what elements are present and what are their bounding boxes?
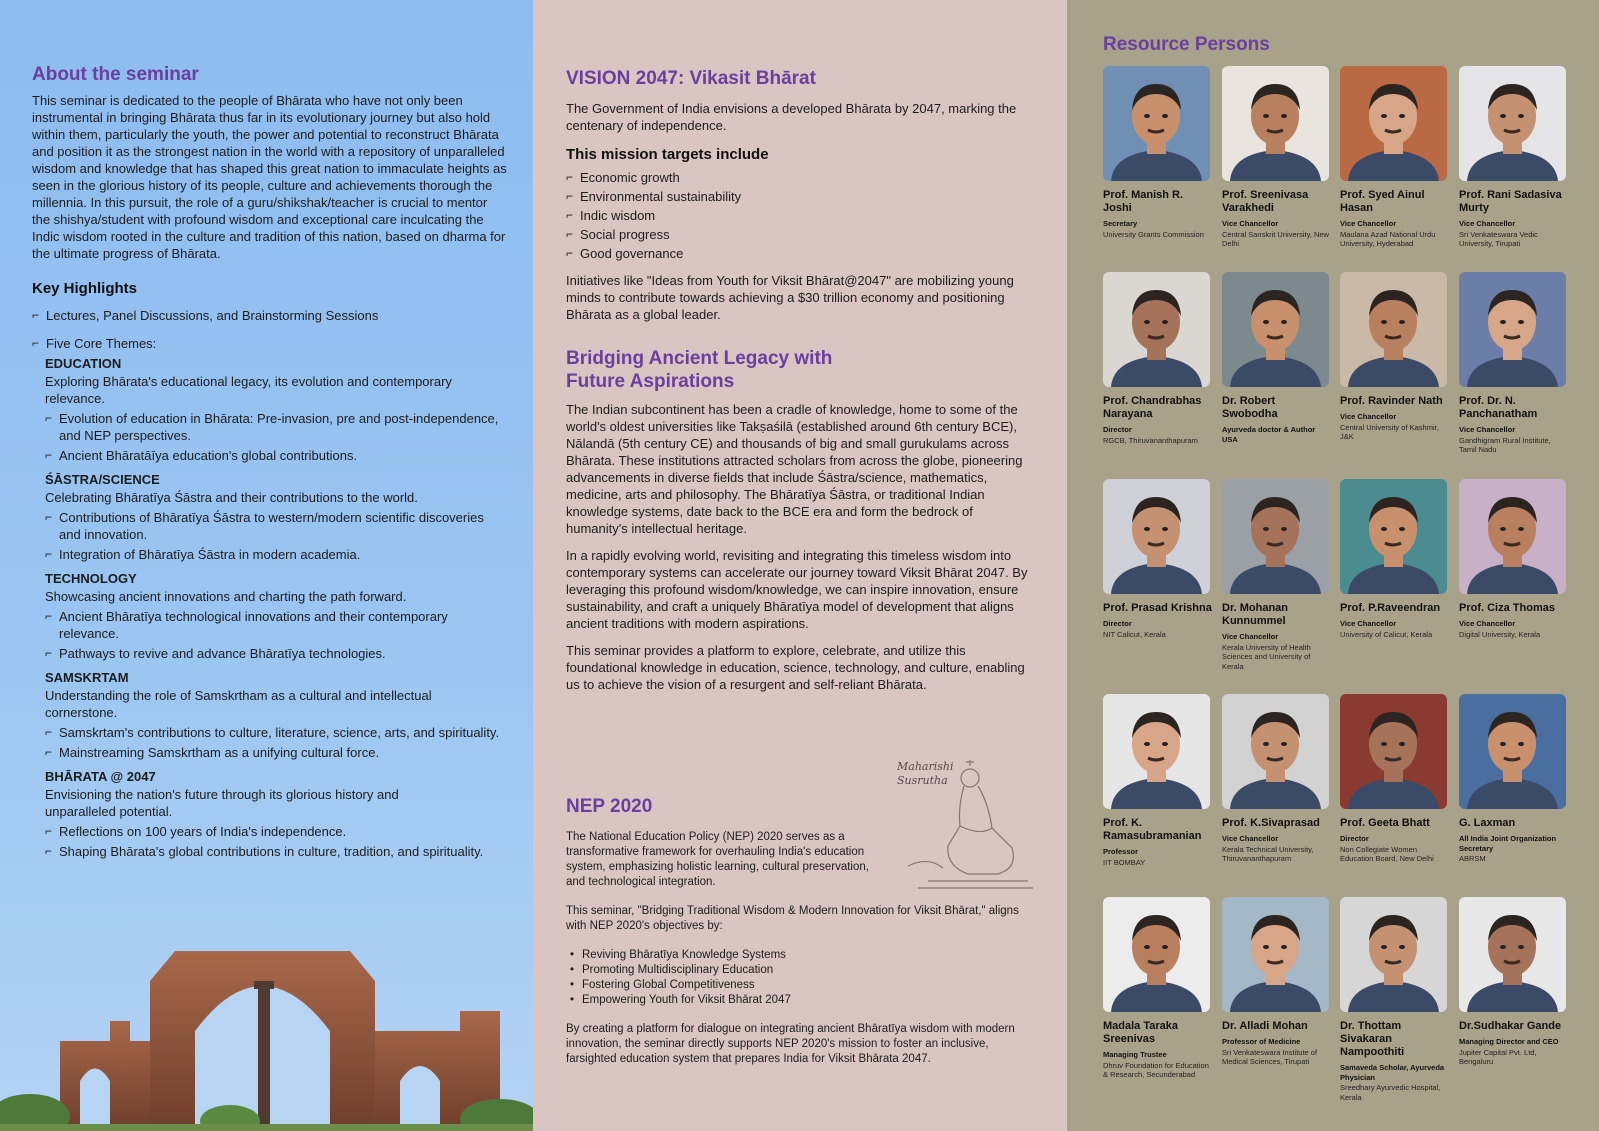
highlight-item: ⌐ Lectures, Panel Discussions, and Brainstorming Sessions <box>32 307 507 324</box>
person-organization: Kerala Technical University, Thiruvananthapuram <box>1222 844 1314 863</box>
person-photo <box>1459 66 1566 181</box>
person-role: Professor of Medicine <box>1222 1037 1301 1046</box>
nep-seminar-text: This seminar, "Bridging Traditional Wisdom & Modern Innovation for Viksit Bhārat," aligns with NEP 2020's objectives by: <box>566 905 1019 932</box>
person-photo <box>1459 694 1566 809</box>
person-photo <box>1103 694 1210 809</box>
person-organization: Digital University, Kerala <box>1459 629 1541 639</box>
theme-name: EDUCATION <box>45 356 122 371</box>
person-name: G. Laxman <box>1459 817 1516 829</box>
theme-desc: Exploring Bhārata's educational legacy, its evolution and contemporary relevance. <box>45 374 452 406</box>
highlights-title: Key Highlights <box>32 280 138 297</box>
person-name: Prof. K. Ramasubramanian <box>1103 817 1202 842</box>
resource-person-card <box>1340 897 1450 1102</box>
person-photo <box>1459 272 1566 387</box>
person-role: Managing Trustee <box>1103 1050 1167 1059</box>
sage-caption-line2: Susrutha <box>897 774 948 787</box>
resource-person-card <box>1459 694 1569 864</box>
vision-title: VISION 2047: Vikasit Bhārat <box>566 68 816 89</box>
theme-point: ⌐ Samskrtam's contributions to culture, literature, science, arts, and spirituality. <box>45 724 507 741</box>
resource-person-card <box>1459 897 1569 1067</box>
person-organization: Central University of Kashmir, J&K <box>1340 422 1439 441</box>
target-item: ⌐ Environmental sustainability <box>566 188 1036 205</box>
person-organization: Central Sanskrit University, New Delhi <box>1222 229 1329 248</box>
resource-person-card <box>1340 272 1450 442</box>
person-organization: RGCB, Thiruvananthapuram <box>1103 435 1198 445</box>
person-role: Vice Chancellor <box>1222 219 1279 228</box>
vision-panel <box>533 0 1067 1131</box>
nep-title: NEP 2020 <box>566 796 653 817</box>
about-body: This seminar is dedicated to the people of Bhārata who have not only been instrumental in bringing Bhārata thus far in its evolutionary journey but also hold within them, particularly the youth, the power and potential to reconstruct Bhārata and position it as the strongest nation in the world with a repository of unparalleled wisdom and knowledge that has shaped this great nation to immaculate heights as seen in the glorious history of its people, culture and achievements thorough the millennia. In this pursuit, the role of a guru/shikshak/teacher is crucial to mentor the shishya/student with profound wisdom and exceptional care inculcating the Indic wisdom rooted in the culture and tradition of this nation, based on dharma for the ultimate progress of Bhārata. <box>32 93 507 261</box>
person-role: Professor <box>1103 847 1139 856</box>
highlight-item: ⌐ Five Core Themes: <box>32 335 507 352</box>
theme-point: ⌐ Evolution of education in Bhārata: Pre-invasion, pre and post-independence, and NEP perspectives. <box>45 410 507 444</box>
person-organization: NIT Calicut, Kerala <box>1103 629 1166 639</box>
person-name: Dr. Thottam Sivakaran Nampoothiti <box>1340 1020 1405 1058</box>
person-name: Dr.Sudhakar Gande <box>1459 1020 1562 1032</box>
person-photo <box>1459 897 1566 1012</box>
person-photo <box>1222 479 1329 594</box>
theme-education <box>45 356 507 464</box>
sage-caption <box>897 760 954 788</box>
person-role: Director <box>1340 834 1369 843</box>
person-role: Managing Director and CEO <box>1459 1037 1559 1046</box>
person-organization: Gandhigram Rural Institute, Tamil Nadu <box>1459 435 1551 454</box>
person-name: Madala Taraka Sreenivas <box>1103 1020 1179 1045</box>
nep-objective: • Fostering Global Competitiveness <box>570 978 1036 993</box>
theme-name: BHĀRATA @ 2047 <box>45 769 156 784</box>
person-role: Vice Chancellor <box>1222 632 1279 641</box>
bridge-paragraph: This seminar provides a platform to explore, celebrate, and utilize this foundational knowledge in education, science, technology, and culture, enabling us to achieve the vision of a resurgent and self-reliant Bhārata. <box>566 643 1025 692</box>
vision-intro: The Government of India envisions a developed Bhārata by 2047, marking the centenary of independence. <box>566 101 1017 133</box>
person-role: Director <box>1103 425 1132 434</box>
person-organization: University of Calicut, Kerala <box>1340 629 1433 639</box>
theme-desc: Showcasing ancient innovations and charting the path forward. <box>45 589 407 604</box>
person-photo <box>1340 272 1447 387</box>
resource-person-card <box>1459 272 1569 455</box>
person-role: Vice Chancellor <box>1459 425 1516 434</box>
person-organization: Non Collegiate Women Education Board, New Delhi <box>1340 844 1434 863</box>
theme-point: ⌐ Integration of Bhāratīya Śāstra in modern academia. <box>45 546 507 563</box>
resource-title: Resource Persons <box>1103 34 1270 55</box>
about-panel <box>0 0 533 1131</box>
person-organization: Sri Venkateswara Institute of Medical Sciences, Tirupati <box>1222 1047 1318 1066</box>
bridge-title-line2: Future Aspirations <box>566 371 735 392</box>
person-photo <box>1103 897 1210 1012</box>
resource-person-card <box>1222 66 1332 249</box>
theme-desc: Envisioning the nation's future through its glorious history and unparalleled potential. <box>45 787 399 819</box>
target-item: ⌐ Good governance <box>566 245 1036 262</box>
person-role: Ayurveda doctor & Author USA <box>1222 425 1316 444</box>
person-photo <box>1340 897 1447 1012</box>
resource-person-card <box>1103 694 1213 867</box>
person-organization: Maulana Azad National Urdu University, Hyderabad <box>1340 229 1436 248</box>
person-photo <box>1222 897 1329 1012</box>
bridge-paragraph: In a rapidly evolving world, revisiting and integrating this timeless wisdom into contemporary systems can accelerate our journey toward Viksit Bhārat 2047. By leveraging this profound wisdom/knowledge, we can inspire innovation, ensure sustainability, and craft a uniquely Bhāratīya model of development that aligns ancient traditions with modern aspirations. <box>566 548 1028 631</box>
theme-technology <box>45 571 507 662</box>
nep-closing: By creating a platform for dialogue on integrating ancient Bhāratīya wisdom with modern innovation, the seminar directly supports NEP 2020's mission to foster an inclusive, farsighted education system that prepares India for Viksit Bhārata 2047. <box>566 1023 1015 1065</box>
resource-person-card <box>1459 479 1569 639</box>
person-name: Prof. Geeta Bhatt <box>1340 817 1430 829</box>
person-role: Vice Chancellor <box>1340 219 1397 228</box>
person-role: Vice Chancellor <box>1340 619 1397 628</box>
person-role: Vice Chancellor <box>1222 834 1279 843</box>
resource-person-card <box>1222 897 1332 1067</box>
resource-person-card <box>1222 479 1332 671</box>
resource-person-card <box>1340 66 1450 249</box>
person-organization: IIT BOMBAY <box>1103 857 1146 867</box>
person-photo <box>1340 479 1447 594</box>
person-name: Prof. Ravinder Nath <box>1340 395 1443 407</box>
person-photo <box>1222 694 1329 809</box>
person-photo <box>1340 66 1447 181</box>
theme-point: ⌐ Shaping Bhārata's global contributions in culture, tradition, and spirituality. <box>45 843 507 860</box>
person-name: Prof. Dr. N. Panchanatham <box>1459 395 1538 420</box>
theme-desc: Celebrating Bhāratīya Śāstra and their contributions to the world. <box>45 490 418 505</box>
person-organization: Dhruv Foundation for Education & Research, Secunderabad <box>1103 1060 1209 1079</box>
person-photo <box>1103 272 1210 387</box>
person-name: Prof. Sreenivasa Varakhedi <box>1222 189 1309 214</box>
resource-person-card <box>1340 479 1450 639</box>
person-photo <box>1103 66 1210 181</box>
nep-section <box>566 796 1036 1067</box>
theme-name: ŚĀSTRA/SCIENCE <box>45 472 160 487</box>
person-organization: University Grants Commission <box>1103 229 1204 239</box>
resource-panel <box>1067 0 1599 1131</box>
resource-person-card <box>1103 897 1213 1080</box>
nep-objective: • Reviving Bhāratīya Knowledge Systems <box>570 948 1036 963</box>
theme-desc: Understanding the role of Samskrtham as a cultural and intellectual cornerstone. <box>45 688 432 720</box>
target-item: ⌐ Social progress <box>566 226 1036 243</box>
bridge-paragraph: The Indian subcontinent has been a cradle of knowledge, home to some of the world's oldest universities like Takṣaśilā (established around 6th century BCE), Nālandā (5th century CE) and thousands of big and small gurukulams across Bhārata. These institutions attracted scholars from across the globe, pioneering advancements in diverse fields that include Śāstra/science, mathematics, medicine, arts and philosophy. The Bhāratīya Śāstra, or traditional Indian knowledge systems, date back to the BCE era and form the bedrock of humanity's intellectual heritage. <box>566 402 1023 536</box>
person-name: Prof. Syed Ainul Hasan <box>1340 189 1425 214</box>
person-name: Prof. Chandrabhas Narayana <box>1103 395 1202 420</box>
person-organization: Jupiter Capital Pvt. Ltd, Bengaluru <box>1459 1047 1537 1066</box>
person-name: Dr. Alladi Mohan <box>1222 1020 1308 1032</box>
person-organization: ABRSM <box>1459 854 1486 863</box>
target-item: ⌐ Indic wisdom <box>566 207 1036 224</box>
resource-person-card <box>1103 66 1213 239</box>
theme-sastra <box>45 472 507 563</box>
bridge-title <box>566 347 1036 393</box>
person-photo <box>1222 272 1329 387</box>
nep-objective: • Empowering Youth for Viksit Bhārat 2047 <box>570 993 1036 1008</box>
theme-point: ⌐ Ancient Bhāratāīya education's global contributions. <box>45 447 507 464</box>
initiatives-text: Initiatives like "Ideas from Youth for Viksit Bhārat@2047" are mobilizing young minds to contribute towards achieving a $30 trillion economy and positioning Bhārata as a global leader. <box>566 273 1014 322</box>
nep-intro: The National Education Policy (NEP) 2020 serves as a transformative framework for overhauling India's education system, emphasizing holistic learning, cultural preservation, and technological integration. <box>566 831 869 888</box>
theme-name: TECHNOLOGY <box>45 571 137 586</box>
person-organization: Sreedhary Ayurvedic Hospital, Kerala <box>1340 1083 1441 1102</box>
person-name: Dr. Robert Swobodha <box>1222 395 1278 420</box>
person-name: Dr. Mohanan Kunnummel <box>1222 602 1289 627</box>
theme-name: SAMSKRTAM <box>45 670 129 685</box>
person-role: Vice Chancellor <box>1340 412 1397 421</box>
resource-person-card <box>1340 694 1450 864</box>
target-item: ⌐ Economic growth <box>566 169 1036 186</box>
person-role: Vice Chancellor <box>1459 619 1516 628</box>
theme-point: ⌐ Contributions of Bhāratīya Śāstra to western/modern scientific discoveries and innovation. <box>45 509 507 543</box>
about-title: About the seminar <box>32 64 199 85</box>
person-name: Prof. P.Raveendran <box>1340 602 1441 614</box>
person-photo <box>1340 694 1447 809</box>
nep-objective: • Promoting Multidisciplinary Education <box>570 963 1036 978</box>
person-name: Prof. Prasad Krishna <box>1103 602 1212 614</box>
resource-person-card <box>1103 479 1213 639</box>
resource-person-card <box>1222 694 1332 864</box>
theme-bharata-2047 <box>45 769 507 860</box>
person-role: Director <box>1103 619 1132 628</box>
person-role: All India Joint Organization Secretary <box>1459 834 1557 853</box>
person-role: Secretary <box>1103 219 1138 228</box>
person-role: Vice Chancellor <box>1459 219 1516 228</box>
person-photo <box>1459 479 1566 594</box>
person-organization: Sri Venkateswara Vedic University, Tirupati <box>1459 229 1538 248</box>
resource-person-card <box>1103 272 1213 445</box>
person-name: Prof. Ciza Thomas <box>1459 602 1555 614</box>
person-name: Prof. Rani Sadasiva Murty <box>1459 189 1562 214</box>
sage-caption-line1: Maharishi <box>897 760 954 773</box>
bridge-title-line1: Bridging Ancient Legacy with <box>566 348 833 369</box>
person-name: Prof. K.Sivaprasad <box>1222 817 1320 829</box>
nep-objectives <box>570 948 1036 1008</box>
resource-person-card <box>1459 66 1569 249</box>
theme-point: ⌐ Reflections on 100 years of India's independence. <box>45 823 507 840</box>
person-role: Samaveda Scholar, Ayurveda Physician <box>1340 1063 1445 1082</box>
person-organization: Kerala University of Health Sciences and University of Kerala <box>1222 642 1311 671</box>
theme-point: ⌐ Mainstreaming Samskrtham as a unifying cultural force. <box>45 744 507 761</box>
person-photo <box>1103 479 1210 594</box>
qutub-monument-illustration <box>0 921 533 1131</box>
person-name: Prof. Manish R. Joshi <box>1103 189 1184 214</box>
theme-point: ⌐ Ancient Bhāratīya technological innovations and their contemporary relevance. <box>45 608 507 642</box>
person-photo <box>1222 66 1329 181</box>
theme-samskrtam <box>45 670 507 761</box>
resource-person-card <box>1222 272 1332 444</box>
targets-title: This mission targets include <box>566 146 769 163</box>
theme-point: ⌐ Pathways to revive and advance Bhāratīya technologies. <box>45 645 507 662</box>
